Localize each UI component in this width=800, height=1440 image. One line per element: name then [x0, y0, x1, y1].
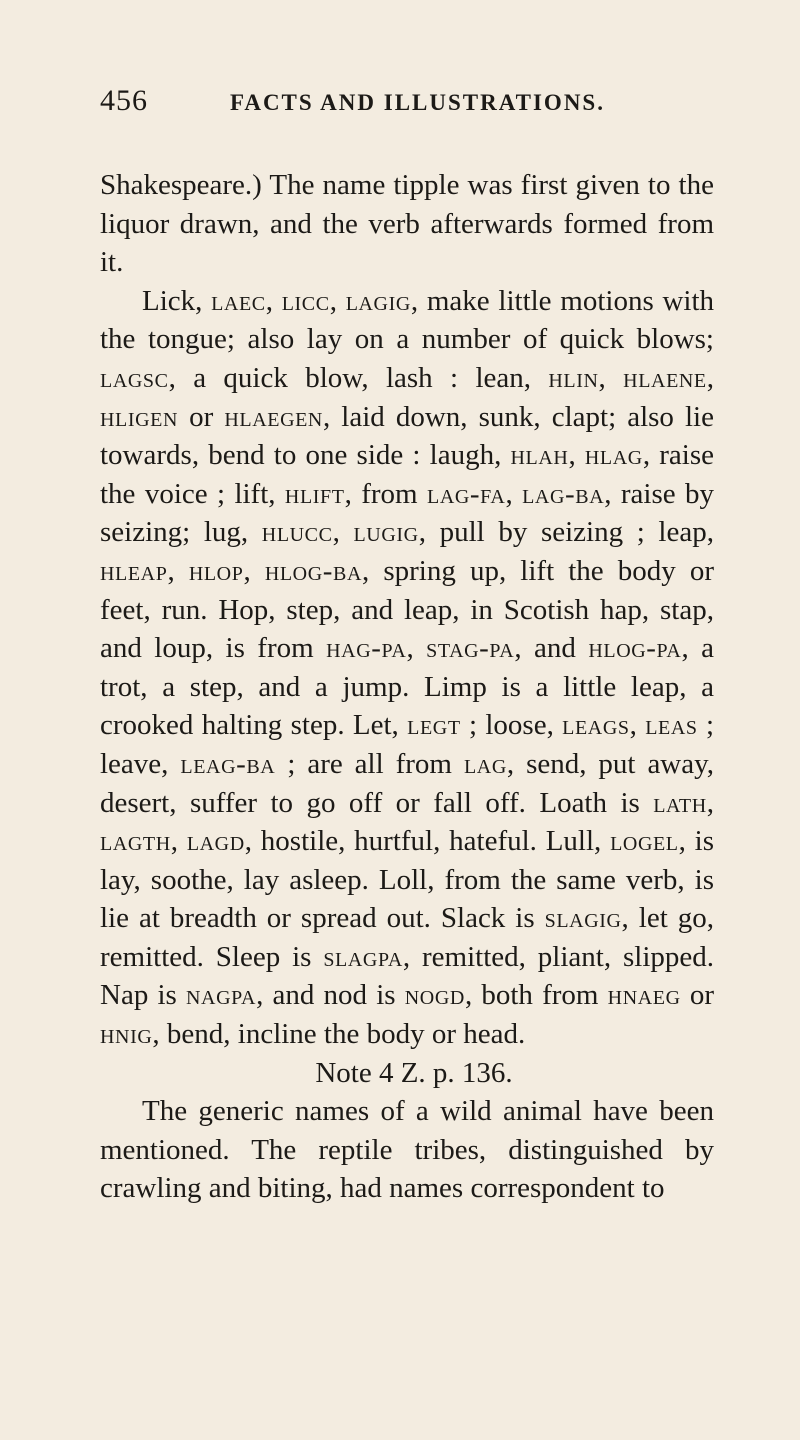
text-segment: ,	[629, 709, 646, 742]
text-segment: , both from	[464, 979, 608, 1012]
saxon-word: hlaene	[623, 361, 707, 394]
saxon-word: lag-fa	[427, 477, 506, 510]
saxon-word: lagth	[100, 825, 171, 858]
saxon-word: hlah	[510, 439, 569, 472]
text-segment: , is lay, soothe, lay asleep. Loll, from the same verb, is lie at breadth or spread out. Slack is	[100, 825, 715, 935]
running-title: FACTS AND ILLUSTRATIONS.	[230, 90, 605, 115]
text-segment: ,	[265, 284, 282, 317]
text-segment: , and	[514, 632, 589, 665]
text-segment: , spring up, lift the body or feet, run. Hop, step, and leap, in Scotish hap, stap, and loup, is from	[100, 554, 715, 665]
running-head	[100, 84, 714, 126]
text-segment: or	[178, 400, 225, 433]
text-segment: , hostile, hurtful, hateful. Lull,	[244, 825, 611, 858]
saxon-word: slagpa	[323, 940, 403, 973]
text-segment: ,	[568, 439, 585, 472]
text-segment: , send, put away, desert, suffer to go off or fall off. Loath is	[100, 747, 714, 819]
saxon-word: nagpa	[186, 979, 257, 1012]
saxon-word: hnaeg	[607, 979, 681, 1012]
text-segment: , raise the voice ; lift,	[100, 439, 714, 510]
saxon-word: hlag	[584, 439, 643, 472]
text-segment: , remitted, pliant, slipped. Nap is	[100, 940, 714, 1012]
saxon-word: lag-ba	[522, 477, 605, 510]
text-segment: ,	[243, 554, 265, 587]
saxon-word: hligen	[100, 400, 179, 433]
text-segment: ,	[598, 361, 624, 394]
text-segment: , pull by seizing ; leap,	[418, 516, 714, 549]
body-text	[100, 166, 714, 1208]
text-segment: , let go, remitted. Sleep is	[100, 902, 714, 973]
text-segment: , bend, incline the body or head.	[152, 1018, 526, 1051]
saxon-word: leags	[562, 709, 630, 742]
saxon-word: lagig	[345, 284, 411, 317]
saxon-word: lagd	[186, 825, 245, 858]
text-segment: , from	[344, 477, 427, 510]
text-segment: , laid down, sunk, clapt; also lie towards, bend to one side : laugh,	[100, 400, 714, 472]
saxon-word: slagig	[544, 902, 622, 935]
saxon-word: licc	[281, 284, 330, 317]
saxon-word: hnig	[100, 1018, 153, 1051]
text-segment: ,	[706, 361, 715, 394]
saxon-word: hlog-pa	[588, 632, 682, 665]
saxon-word: lugig	[353, 516, 419, 549]
paragraph-continuation: Shakespeare.) The name tipple was first given to the liquor drawn, and the verb afterwards formed from it.	[100, 169, 714, 279]
text-segment: , make little motions with the tongue; also lay on a number of quick blows;	[100, 284, 715, 356]
saxon-word: legt	[407, 709, 461, 742]
saxon-word: hag-pa	[326, 632, 407, 665]
saxon-word: hlog-ba	[264, 554, 362, 587]
text-segment: ,	[706, 786, 714, 819]
saxon-word: hlop	[188, 554, 244, 587]
text-segment: ,	[170, 825, 187, 858]
saxon-word: hleap	[100, 554, 168, 587]
text-segment: ,	[332, 516, 354, 549]
text-segment: ,	[329, 284, 346, 317]
paragraph-note: The generic names of a wild animal have been mentioned. The reptile tribes, distinguished by crawling and biting, had names correspondent to	[100, 1095, 714, 1205]
saxon-word: lag	[463, 747, 507, 780]
text-segment: Lick,	[142, 284, 212, 317]
saxon-word: leas	[645, 709, 698, 742]
saxon-word: hlaegen	[224, 400, 323, 433]
saxon-word: lath	[653, 786, 707, 819]
text-segment: ; are all from	[275, 747, 464, 780]
saxon-word: lagsc	[100, 361, 169, 394]
text-segment: ,	[505, 477, 523, 510]
text-segment: , and nod is	[256, 979, 405, 1012]
paragraph-lick	[100, 282, 714, 1054]
saxon-word: hlin	[548, 361, 599, 394]
text-segment: ; loose,	[460, 709, 563, 742]
text-segment: ; leave,	[100, 709, 715, 780]
saxon-word: nogd	[404, 979, 465, 1012]
saxon-word: leag-ba	[180, 747, 276, 780]
saxon-word: hlucc	[261, 516, 333, 549]
page-number: 456	[100, 84, 148, 117]
note-heading: Note 4 Z. p. 136.	[315, 1056, 513, 1089]
text-segment: ,	[406, 632, 427, 665]
saxon-word: logel	[610, 825, 679, 858]
text-segment: , a quick blow, lash : lean,	[168, 361, 549, 394]
saxon-word: stag-pa	[426, 632, 515, 665]
text-segment: , raise by seizing; lug,	[100, 477, 715, 549]
text-segment: , a trot, a step, and a jump. Limp is a little leap, a crooked halting step. Let,	[100, 632, 715, 742]
text-segment: ,	[167, 554, 189, 587]
saxon-word: laec	[211, 284, 266, 317]
text-segment: or	[680, 979, 714, 1012]
saxon-word: hlift	[284, 477, 345, 510]
